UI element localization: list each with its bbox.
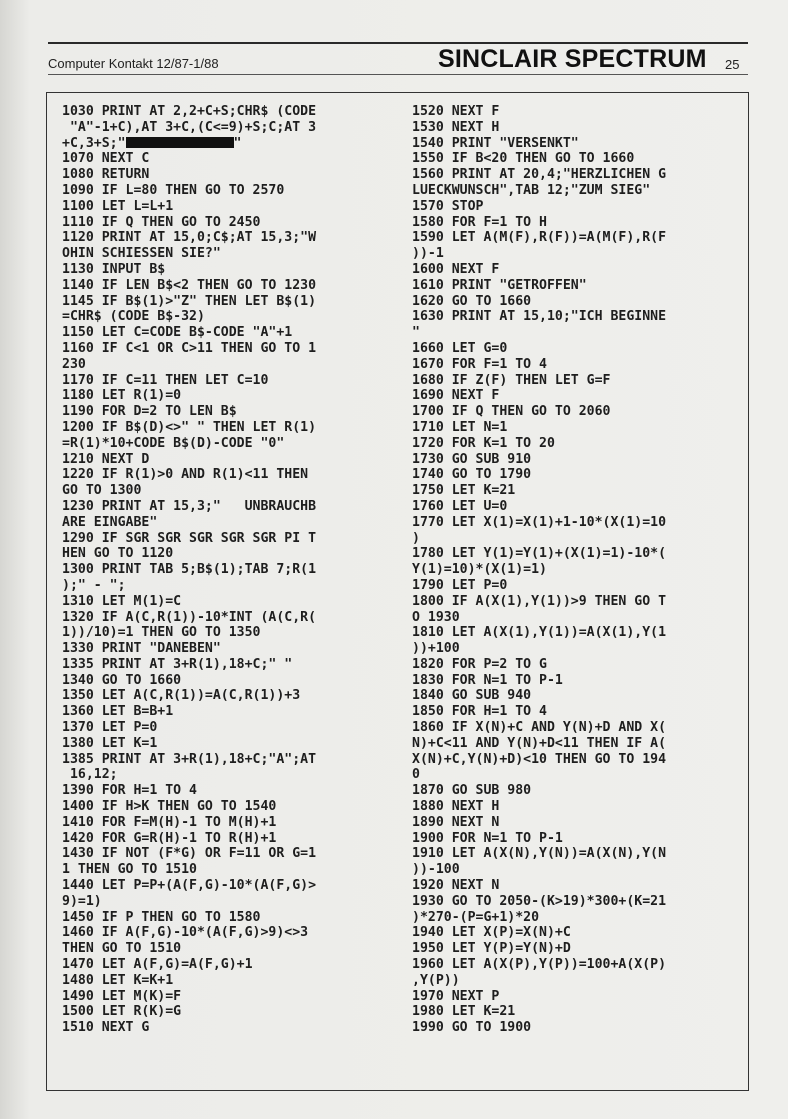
code-line: 1770 LET X(1)=X(1)+1-10*(X(1)=10 [412,514,667,530]
code-line: 1560 PRINT AT 20,4;"HERZLICHEN G [412,167,667,183]
code-line: 1150 LET C=CODE B$-CODE "A"+1 [62,325,293,341]
code-line: 1600 NEXT F [412,261,500,277]
code-line: 1950 LET Y(P)=Y(N)+D [412,941,571,957]
code-line: 1690 NEXT F [412,388,500,404]
code-line: 1920 NEXT N [412,878,500,894]
code-line: 1550 IF B<20 THEN GO TO 1660 [412,151,635,167]
code-line: =CHR$ (CODE B$-32) [62,309,205,325]
code-line: 1930 GO TO 2050-(K>19)*300+(K=21 [412,893,667,909]
code-line: 1940 LET X(P)=X(N)+C [412,925,571,941]
code-line: 1090 IF L=80 THEN GO TO 2570 [62,182,285,198]
code-line: 1330 PRINT "DANEBEN" [62,641,221,657]
code-line: 1320 IF A(C,R(1))-10*INT (A(C,R( [62,609,317,625]
code-line: OHIN SCHIESSEN SIE?" [62,246,221,262]
code-line: 1830 FOR N=1 TO P-1 [412,672,563,688]
code-line: 1310 LET M(1)=C [62,593,182,609]
code-line: 1620 GO TO 1660 [412,293,532,309]
code-line: 1990 GO TO 1900 [412,1020,532,1036]
code-line: 1980 LET K=21 [412,1004,516,1020]
code-line: 1140 IF LEN B$<2 THEN GO TO 1230 [62,277,317,293]
code-line: ))+100 [412,641,460,657]
code-line: 1850 FOR H=1 TO 4 [412,704,547,720]
code-line: 1880 NEXT H [412,799,500,815]
code-line: 1410 FOR F=M(H)-1 TO M(H)+1 [62,814,277,830]
code-line: 1610 PRINT "GETROFFEN" [412,277,587,293]
code-line: 1))/10)=1 THEN GO TO 1350 [62,625,261,641]
code-line: 1380 LET K=1 [62,735,158,751]
code-line: 1200 IF B$(D)<>" " THEN LET R(1) [62,419,317,435]
code-line: 1080 RETURN [62,167,150,183]
code-line: 1360 LET B=B+1 [62,704,174,720]
code-line: 1970 NEXT P [412,988,500,1004]
code-line: GO TO 1300 [62,483,142,499]
code-line: 1120 PRINT AT 15,0;C$;AT 15,3;"W [62,230,317,246]
code-line: 1740 GO TO 1790 [412,467,532,483]
code-line: 1385 PRINT AT 3+R(1),18+C;"A";AT [62,751,317,767]
code-line: 1580 FOR F=1 TO H [412,214,547,230]
code-line: 1670 FOR F=1 TO 4 [412,356,547,372]
code-line: THEN GO TO 1510 [62,941,182,957]
code-line: 1780 LET Y(1)=Y(1)+(X(1)=1)-10*( [412,546,667,562]
code-line: 1700 IF Q THEN GO TO 2060 [412,404,611,420]
listing-right-column [412,104,732,1036]
code-line: 230 [62,356,86,372]
code-line: LUECKWUNSCH",TAB 12;"ZUM SIEG" [412,182,651,198]
code-line: 1540 PRINT "VERSENKT" [412,135,579,151]
code-line: 1370 LET P=0 [62,720,158,736]
code-line: ) [412,530,420,546]
code-line: 9)=1) [62,893,102,909]
code-line: 1800 IF A(X(1),Y(1))>9 THEN GO T [412,593,667,609]
code-line: 1130 INPUT B$ [62,261,166,277]
code-line: 1810 LET A(X(1),Y(1))=A(X(1),Y(1 [412,625,667,641]
code-line: 1335 PRINT AT 3+R(1),18+C;" " [62,656,293,672]
code-line: 1680 IF Z(F) THEN LET G=F [412,372,611,388]
code-line: 1820 FOR P=2 TO G [412,656,547,672]
code-line: 0 [412,767,420,783]
code-line: ))-1 [412,246,444,262]
code-line: 1520 NEXT F [412,104,500,119]
code-line: );" - "; [62,577,126,593]
code-line: 1180 LET R(1)=0 [62,388,182,404]
code-line: ,Y(P)) [412,972,460,988]
code-line: 1400 IF H>K THEN GO TO 1540 [62,799,277,815]
code-line: 1070 NEXT C [62,151,150,167]
code-line: 1300 PRINT TAB 5;B$(1);TAB 7;R(1 [62,562,317,578]
code-line: 1840 GO SUB 940 [412,688,532,704]
code-line: 1500 LET R(K)=G [62,1004,182,1020]
header-bottom-rule [48,74,748,75]
code-line: 1470 LET A(F,G)=A(F,G)+1 [62,957,253,973]
section-title: SINCLAIR SPECTRUM [438,45,707,73]
code-line: 1420 FOR G=R(H)-1 TO R(H)+1 [62,830,277,846]
code-line: 1590 LET A(M(F),R(F))=A(M(F),R(F [412,230,667,246]
code-line: 1440 LET P=P+(A(F,G)-10*(A(F,G)> [62,878,317,894]
code-line: 1230 PRINT AT 15,3;" UNBRAUCHB [62,498,317,514]
code-line: 1460 IF A(F,G)-10*(A(F,G)>9)<>3 [62,925,309,941]
code-line: 1430 IF NOT (F*G) OR F=11 OR G=1 [62,846,317,862]
listing-left-column [62,104,377,1036]
code-line: 1390 FOR H=1 TO 4 [62,783,197,799]
code-line: HEN GO TO 1120 [62,546,174,562]
code-line: 1960 LET A(X(P),Y(P))=100+A(X(P) [412,957,667,973]
code-line: 1890 NEXT N [412,814,500,830]
code-line: Y(1)=10)*(X(1)=1) [412,562,547,578]
code-line: 1210 NEXT D [62,451,150,467]
code-line: 1030 PRINT AT 2,2+C+S;CHR$ (CODE [62,104,317,119]
code-line: 1710 LET N=1 [412,419,508,435]
code-line: 1510 NEXT G [62,1020,150,1036]
code-line: 1450 IF P THEN GO TO 1580 [62,909,261,925]
page-number: 25 [725,57,740,72]
code-line: 1720 FOR K=1 TO 20 [412,435,555,451]
code-line: 1860 IF X(N)+C AND Y(N)+D AND X( [412,720,667,736]
code-line: 1 THEN GO TO 1510 [62,862,197,878]
code-line: 1790 LET P=0 [412,577,508,593]
code-line: 1900 FOR N=1 TO P-1 [412,830,563,846]
code-line: N)+C<11 AND Y(N)+D<11 THEN IF A( [412,735,667,751]
code-line: 1570 STOP [412,198,484,214]
code-line: 1730 GO SUB 910 [412,451,532,467]
code-line: 16,12; [62,767,118,783]
code-line: O 1930 [412,609,460,625]
code-line: 1630 PRINT AT 15,10;"ICH BEGINNE [412,309,667,325]
code-line: 1660 LET G=0 [412,340,508,356]
code-line: 1350 LET A(C,R(1))=A(C,R(1))+3 [62,688,301,704]
header-top-rule [48,42,748,44]
code-line: " [412,325,420,341]
code-line: 1530 NEXT H [412,119,500,135]
code-line: 1100 LET L=L+1 [62,198,174,214]
redacted-graphics-string [126,137,234,148]
code-line: 1190 FOR D=2 TO LEN B$ [62,404,237,420]
magazine-issue-label: Computer Kontakt 12/87-1/88 [48,56,219,71]
code-line: 1760 LET U=0 [412,498,508,514]
code-line: =R(1)*10+CODE B$(D)-CODE "0" [62,435,285,451]
code-line: 1480 LET K=K+1 [62,972,174,988]
code-line: 1750 LET K=21 [412,483,516,499]
code-line: 1170 IF C=11 THEN LET C=10 [62,372,269,388]
code-line: 1870 GO SUB 980 [412,783,532,799]
code-line: 1340 GO TO 1660 [62,672,182,688]
code-line: ))-100 [412,862,460,878]
code-line: 1490 LET M(K)=F [62,988,182,1004]
code-line: 1290 IF SGR SGR SGR SGR SGR PI T [62,530,317,546]
code-line: 1160 IF C<1 OR C>11 THEN GO TO 1 [62,340,317,356]
code-line: )*270-(P=G+1)*20 [412,909,540,925]
code-line: 1220 IF R(1)>0 AND R(1)<11 THEN [62,467,309,483]
code-line: 1145 IF B$(1)>"Z" THEN LET B$(1) [62,293,317,309]
code-line: "A"-1+C),AT 3+C,(C<=9)+S;C;AT 3 [62,119,317,135]
code-line: 1110 IF Q THEN GO TO 2450 [62,214,261,230]
code-line: ARE EINGABE" [62,514,158,530]
code-line: X(N)+C,Y(N)+D)<10 THEN GO TO 194 [412,751,667,767]
code-line: 1910 LET A(X(N),Y(N))=A(X(N),Y(N [412,846,667,862]
code-line: +C,3+S;" " [62,135,242,151]
